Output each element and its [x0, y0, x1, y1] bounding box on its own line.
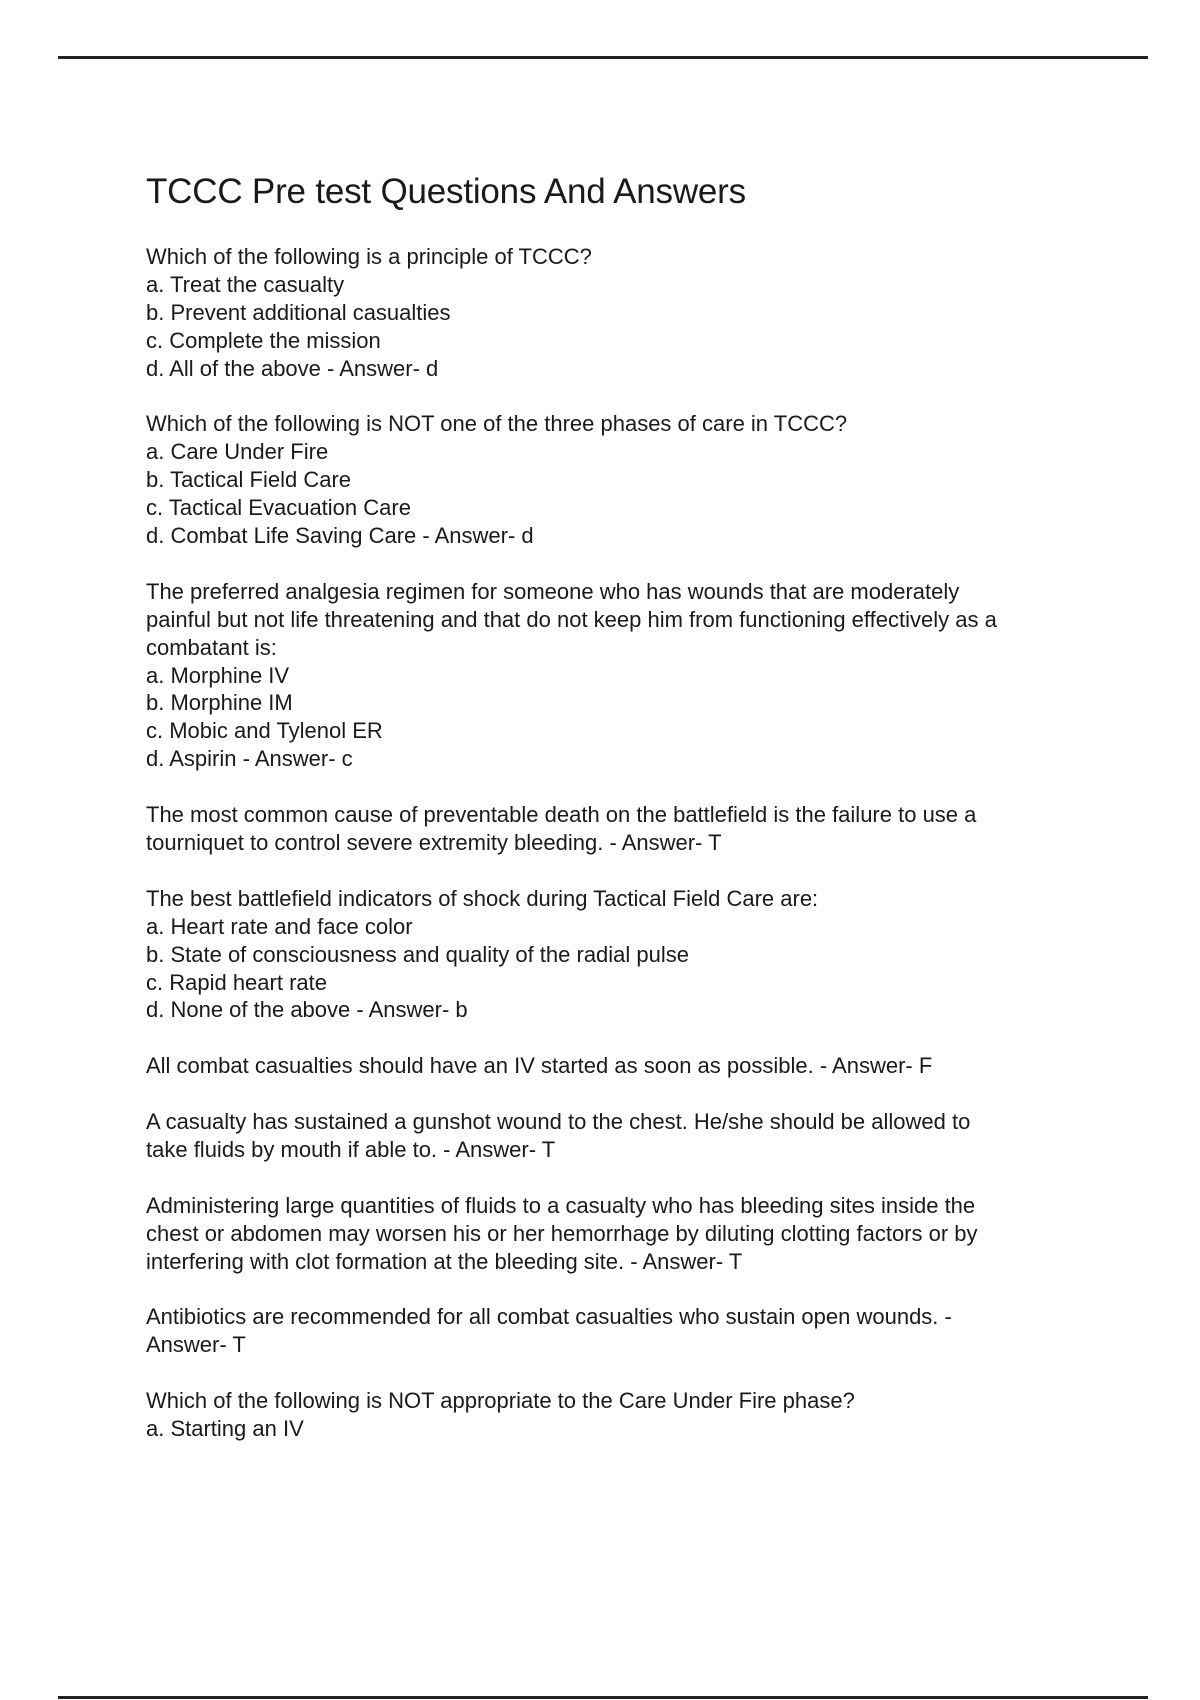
- question-block: [146, 1303, 1146, 1359]
- question-line: combatant is:: [146, 634, 277, 660]
- question-block: [146, 578, 1146, 773]
- question-block: [146, 885, 1146, 1025]
- question-line: interfering with clot formation at the bleeding site. - Answer- T: [146, 1248, 743, 1274]
- question-block: [146, 1192, 1146, 1276]
- question-line: b. Tactical Field Care: [146, 467, 352, 493]
- question-block: [146, 1052, 1146, 1080]
- question-line: c. Mobic and Tylenol ER: [146, 718, 383, 744]
- question-block: [146, 410, 1146, 550]
- question-line: a. Heart rate and face color: [146, 913, 413, 939]
- question-line: a. Treat the casualty: [146, 271, 345, 297]
- question-block: [146, 801, 1146, 857]
- question-line: d. Aspirin - Answer- c: [146, 746, 353, 772]
- question-line: b. State of consciousness and quality of the radial pulse: [146, 941, 690, 967]
- question-block: [146, 1387, 1146, 1443]
- question-line: c. Complete the mission: [146, 327, 381, 353]
- question-text: Which of the following is a principle of TCCC?: [146, 244, 592, 269]
- question-text: All combat casualties should have an IV started as soon as possible. - Answer- F: [146, 1053, 933, 1079]
- question-line: a. Morphine IV: [146, 662, 290, 688]
- question-line: d. None of the above - Answer- b: [146, 997, 468, 1023]
- header-rule: [58, 56, 1148, 59]
- document-title: TCCC Pre test Questions And Answers: [146, 172, 746, 211]
- question-text: Administering large quantities of fluids to a casualty who has bleeding sites inside the: [146, 1192, 976, 1218]
- question-line: c. Rapid heart rate: [146, 969, 327, 995]
- question-line: tourniquet to control severe extremity bleeding. - Answer- T: [146, 829, 722, 855]
- question-line: b. Morphine IM: [146, 690, 293, 716]
- question-text: Which of the following is NOT appropriate to the Care Under Fire phase?: [146, 1388, 855, 1414]
- question-text: The most common cause of preventable death on the battlefield is the failure to use a: [146, 802, 977, 828]
- question-line: d. Combat Life Saving Care - Answer- d: [146, 523, 534, 549]
- question-list: [146, 243, 1146, 1471]
- question-line: b. Prevent additional casualties: [146, 299, 451, 325]
- question-text: A casualty has sustained a gunshot wound to the chest. He/she should be allowed to: [146, 1109, 971, 1134]
- question-line: a. Care Under Fire: [146, 439, 329, 465]
- question-line: a. Starting an IV: [146, 1415, 304, 1441]
- question-line: chest or abdomen may worsen his or her hemorrhage by diluting clotting factors or by: [146, 1220, 978, 1246]
- question-line: take fluids by mouth if able to. - Answer- T: [146, 1136, 556, 1162]
- question-line: d. All of the above - Answer- d: [146, 355, 439, 381]
- question-text: Which of the following is NOT one of the three phases of care in TCCC?: [146, 411, 848, 437]
- question-block: [146, 1108, 1146, 1164]
- question-text: The preferred analgesia regimen for someone who has wounds that are moderately: [146, 578, 960, 604]
- question-line: painful but not life threatening and that do not keep him from functioning effectively as a: [146, 606, 997, 632]
- question-text: The best battlefield indicators of shock during Tactical Field Care are:: [146, 885, 819, 911]
- question-text: Antibiotics are recommended for all combat casualties who sustain open wounds. -: [146, 1304, 952, 1330]
- question-block: [146, 243, 1146, 383]
- question-line: Answer- T: [146, 1332, 246, 1358]
- footer-rule: [58, 1696, 1148, 1699]
- question-line: c. Tactical Evacuation Care: [146, 495, 411, 521]
